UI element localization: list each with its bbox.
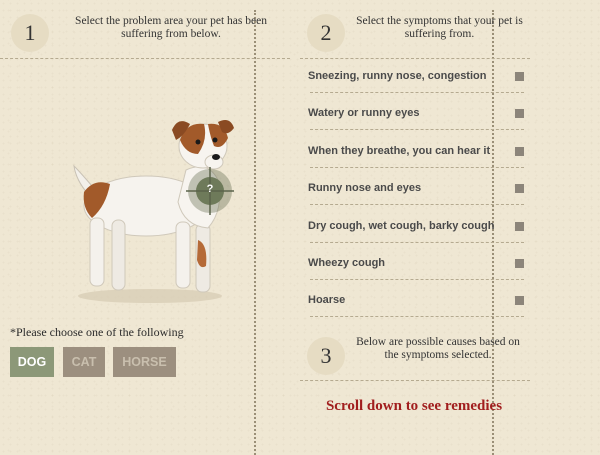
symptom-divider: [310, 167, 524, 168]
hotspot-question-label: ?: [206, 183, 214, 195]
horse-button[interactable]: [113, 347, 176, 377]
symptom-label: Watery or runny eyes: [308, 107, 420, 119]
step-3-badge: [307, 337, 345, 375]
symptom-row-breathe[interactable]: [308, 142, 530, 164]
cat-button[interactable]: [63, 347, 105, 377]
symptom-row-hoarse[interactable]: [308, 291, 530, 313]
pet-choice-prompt: *Please choose one of the following: [10, 325, 184, 339]
divider-left: [254, 10, 256, 455]
step-3-number: 3: [320, 343, 332, 368]
dog-button-label: DOG: [17, 355, 47, 369]
symptom-label: Dry cough, wet cough, barky cough: [308, 220, 495, 232]
scroll-down-remedies-text: Scroll down to see remedies: [325, 398, 503, 414]
step-3-instruction: Below are possible causes based on the symptoms selected.: [356, 336, 520, 361]
symptom-checkbox[interactable]: [515, 296, 524, 305]
symptom-label: When they breathe, you can hear it: [308, 145, 491, 157]
symptom-divider: [310, 242, 524, 243]
symptom-checkbox[interactable]: [515, 109, 524, 118]
symptom-label: Wheezy cough: [308, 257, 386, 269]
step-1-number: 1: [24, 20, 36, 45]
header-divider-left: [0, 58, 290, 59]
symptom-divider: [310, 279, 524, 280]
step-2-number: 2: [320, 20, 332, 45]
symptom-divider: [310, 92, 524, 93]
symptom-label: Runny nose and eyes: [308, 182, 422, 194]
step-2-instruction: Select the symptoms that your pet is suffering from.: [356, 15, 523, 40]
symptom-checkbox[interactable]: [515, 184, 524, 193]
horse-button-label: HORSE: [122, 355, 167, 369]
symptom-checkbox[interactable]: [515, 72, 524, 81]
symptom-divider: [310, 204, 524, 205]
symptom-checkbox[interactable]: [515, 222, 524, 231]
symptom-row-runny-nose-eyes[interactable]: [308, 179, 530, 201]
symptom-label: Hoarse: [308, 294, 346, 306]
symptom-label: Sneezing, runny nose, congestion: [308, 70, 487, 82]
symptom-row-sneezing[interactable]: [308, 67, 530, 89]
step-1-badge: [11, 14, 49, 52]
dog-button[interactable]: [10, 347, 54, 377]
symptom-row-watery-eyes[interactable]: [308, 104, 530, 126]
symptom-divider: [310, 316, 524, 317]
symptom-divider: [310, 129, 524, 130]
symptom-row-cough[interactable]: [308, 217, 530, 239]
step-1-instruction: Select the problem area your pet has been suffering from below.: [75, 15, 267, 40]
header-divider-right: [300, 58, 530, 59]
symptom-checkbox[interactable]: [515, 147, 524, 156]
step-3-divider: [300, 380, 530, 381]
step-2-badge: [307, 14, 345, 52]
cat-button-label: CAT: [71, 355, 97, 369]
symptom-row-wheezy[interactable]: [308, 254, 530, 276]
symptom-checkbox[interactable]: [515, 259, 524, 268]
body-area-hotspot[interactable]: [186, 167, 234, 215]
